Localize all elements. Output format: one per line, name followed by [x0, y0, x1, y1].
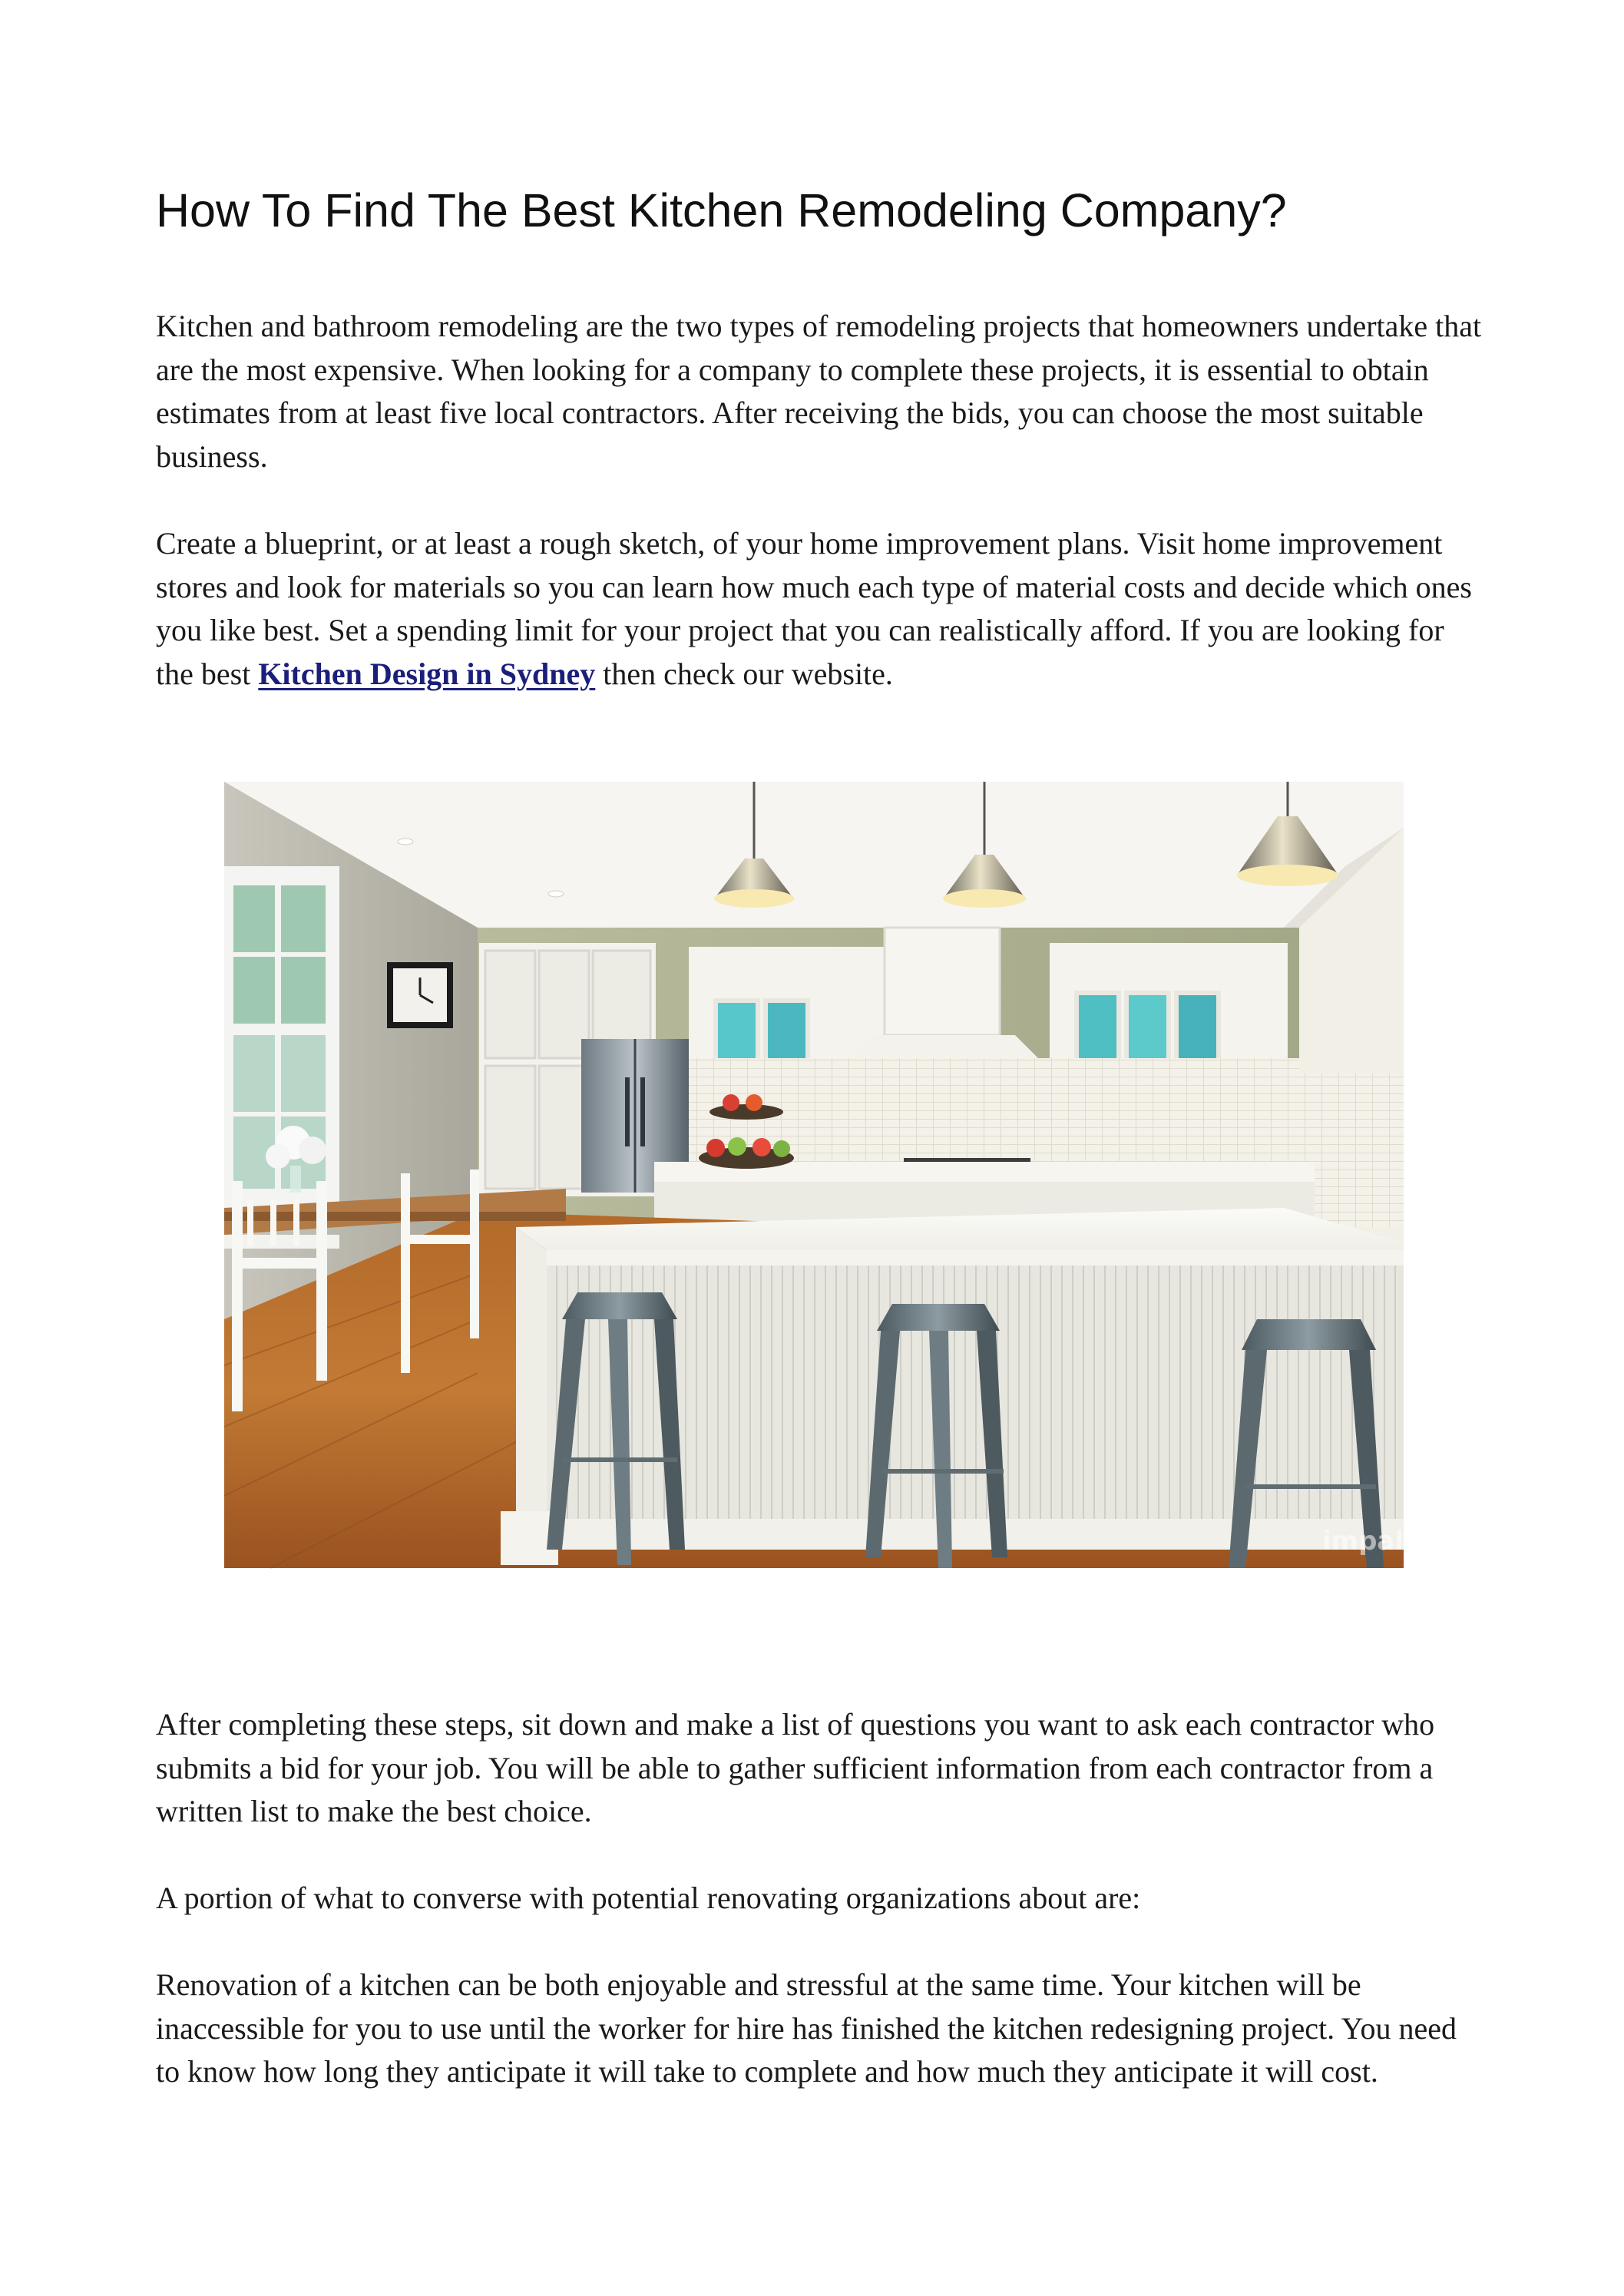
paragraph-blueprint — [156, 522, 1484, 696]
paragraph-blueprint-text: Create a blueprint, or at least a rough sketch, of your home improvement plans. Visit home improvement stores and look for materials so you can learn how much each type of material costs and decide which ones you like best. Set a spending limit for your project that you can realistically afford. If you are looking for the best — [156, 526, 1472, 691]
paragraph-topics: A portion of what to converse with potential renovating organizations about are: — [156, 1881, 1141, 1915]
kitchen-design-sydney-link[interactable]: Kitchen Design in Sydney — [258, 656, 596, 691]
paragraph-blueprint-tail: then check our website. — [595, 656, 893, 691]
image-watermark: impala — [1322, 1526, 1421, 1557]
kitchen-photo — [224, 782, 1421, 1568]
paragraph-renovation: Renovation of a kitchen can be both enjoyable and stressful at the same time. Your kitchen will be inaccessible for you to use until the worker for hire has finished the kitchen redesigning project. You need to know how long they anticipate it will take to complete and how much they anticipate it will cost. — [156, 1967, 1457, 2089]
paragraph-intro: Kitchen and bathroom remodeling are the two types of remodeling projects that homeowners undertake that are the most expensive. When looking for a company to complete these projects, it is essential to obtain estimates from at least five local contractors. After receiving the bids, you can choose the most suitable business. — [156, 309, 1482, 474]
paragraph-questions: After completing these steps, sit down and make a list of questions you want to ask each contractor who submits a bid for your job. You will be able to gather sufficient information from each contractor from a written list to make the best choice. — [156, 1707, 1435, 1828]
page-title: How To Find The Best Kitchen Remodeling Company? — [156, 184, 1287, 237]
